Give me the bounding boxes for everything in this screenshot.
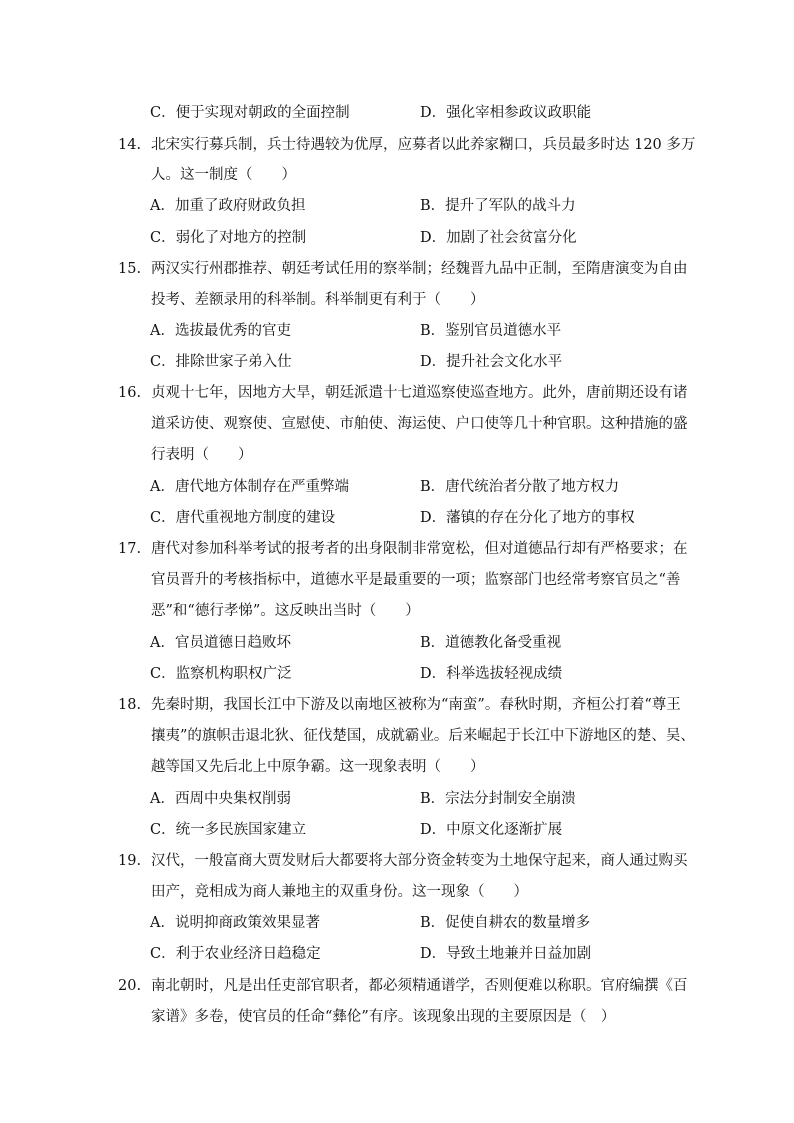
q14-stem-line-2: 人。这一制度（ ）	[151, 167, 296, 183]
q16-stem-line-3: 行表明（ ）	[151, 447, 253, 463]
q13-option-c: C．便于实现对朝政的全面控制	[150, 105, 350, 121]
q16-option-c: C．唐代重视地方制度的建设	[150, 510, 336, 526]
q14-option-c: C．弱化了对地方的控制	[150, 230, 307, 246]
q17-stem-line-3: 恶”和“德行孝悌”。这反映出当时（ ）	[151, 603, 420, 619]
q16-option-b: B．唐代统治者分散了地方权力	[420, 479, 620, 495]
q18-option-b: B．宗法分封制安全崩溃	[420, 791, 576, 807]
q18-number: 18.	[118, 697, 142, 713]
q17-option-d: D．科举选拔轻视成绩	[420, 666, 563, 682]
q17-option-a: A．官员道德日趋败坏	[150, 635, 291, 651]
q16-option-d: D．藩镇的存在分化了地方的事权	[420, 510, 635, 526]
q18-stem-line-3: 越等国又先后北上中原争霸。这一现象表明（ ）	[151, 759, 485, 775]
q17-option-c: C．监察机构职权广泛	[150, 666, 292, 682]
q16-stem-line-1: 贞观十七年，因地方大旱，朝廷派遣十七道巡察使巡查地方。此外，唐前期还设有诸	[151, 385, 688, 401]
q20-stem-line-1: 南北朝时，凡是出任吏部官职者，都必须精通谱学，否则便难以称职。官府编撰《百	[151, 978, 688, 994]
q19-option-a: A．说明抑商政策效果显著	[150, 915, 320, 931]
q13-option-d: D．强化宰相参政议政职能	[420, 105, 592, 121]
q18-option-a: A．西周中央集权削弱	[150, 791, 291, 807]
q15-option-c: C．排除世家子弟入仕	[150, 354, 292, 370]
q14-option-b: B．提升了军队的战斗力	[420, 198, 576, 214]
q15-number: 15.	[118, 261, 142, 277]
q14-number: 14.	[118, 137, 142, 153]
q18-stem-line-1: 先秦时期，我国长江中下游及以南地区被称为“南蛮”。春秋时期，齐桓公打着“尊王	[151, 697, 681, 713]
q15-option-a: A．选拔最优秀的官吏	[150, 323, 291, 339]
q15-option-d: D．提升社会文化水平	[420, 354, 563, 370]
q19-option-c: C．利于农业经济日趋稳定	[150, 946, 321, 962]
q19-option-d: D．导致土地兼并日益加剧	[420, 946, 592, 962]
q14-stem-line-1: 北宋实行募兵制，兵士待遇较为优厚，应募者以此养家糊口，兵员最多时达 120 多万	[151, 137, 696, 153]
q16-number: 16.	[118, 385, 142, 401]
q14-option-a: A．加重了政府财政负担	[150, 198, 306, 214]
q19-stem-line-1: 汉代，一般富商大贾发财后大都要将大部分资金转变为土地保守起来，商人通过购买	[151, 853, 688, 869]
q20-number: 20.	[118, 978, 142, 994]
q14-option-d: D．加剧了社会贫富分化	[420, 230, 577, 246]
q20-stem-line-2: 家谱》多卷，使官员的任命“彝伦”有序。该现象出现的主要原因是（ ）	[151, 1009, 616, 1025]
q16-stem-line-2: 道采访使、观察使、宣慰使、市舶使、海运使、户口使等几十种官职。这种措施的盛	[151, 416, 688, 432]
q17-stem-line-2: 官员晋升的考核指标中，道德水平是最重要的一项；监察部门也经常考察官员之“善	[151, 572, 681, 588]
q18-option-c: C．统一多民族国家建立	[150, 822, 307, 838]
q17-stem-line-1: 唐代对参加科举考试的报考者的出身限制非常宽松，但对道德品行却有严格要求；在	[151, 541, 688, 557]
q18-stem-line-2: 攘夷”的旗帜击退北狄、征伐楚国，成就霸业。后来崛起于长江中下游地区的楚、吴、	[151, 728, 695, 744]
q15-stem-line-2: 投考、差额录用的科举制。科举制更有利于（ ）	[151, 292, 485, 308]
q16-option-a: A．唐代地方体制存在严重弊端	[150, 479, 349, 495]
q17-number: 17.	[118, 541, 142, 557]
q17-option-b: B．道德教化备受重视	[420, 635, 562, 651]
q15-option-b: B．鉴别官员道德水平	[420, 323, 562, 339]
q15-stem-line-1: 两汉实行州郡推荐、朝廷考试任用的察举制；经魏晋九品中正制，至隋唐演变为自由	[151, 261, 688, 277]
q19-stem-line-2: 田产，竞相成为商人兼地主的双重身份。这一现象（ ）	[151, 884, 528, 900]
q19-option-b: B．促使自耕农的数量增多	[420, 915, 591, 931]
q18-option-d: D．中原文化逐渐扩展	[420, 822, 563, 838]
q19-number: 19.	[118, 853, 142, 869]
